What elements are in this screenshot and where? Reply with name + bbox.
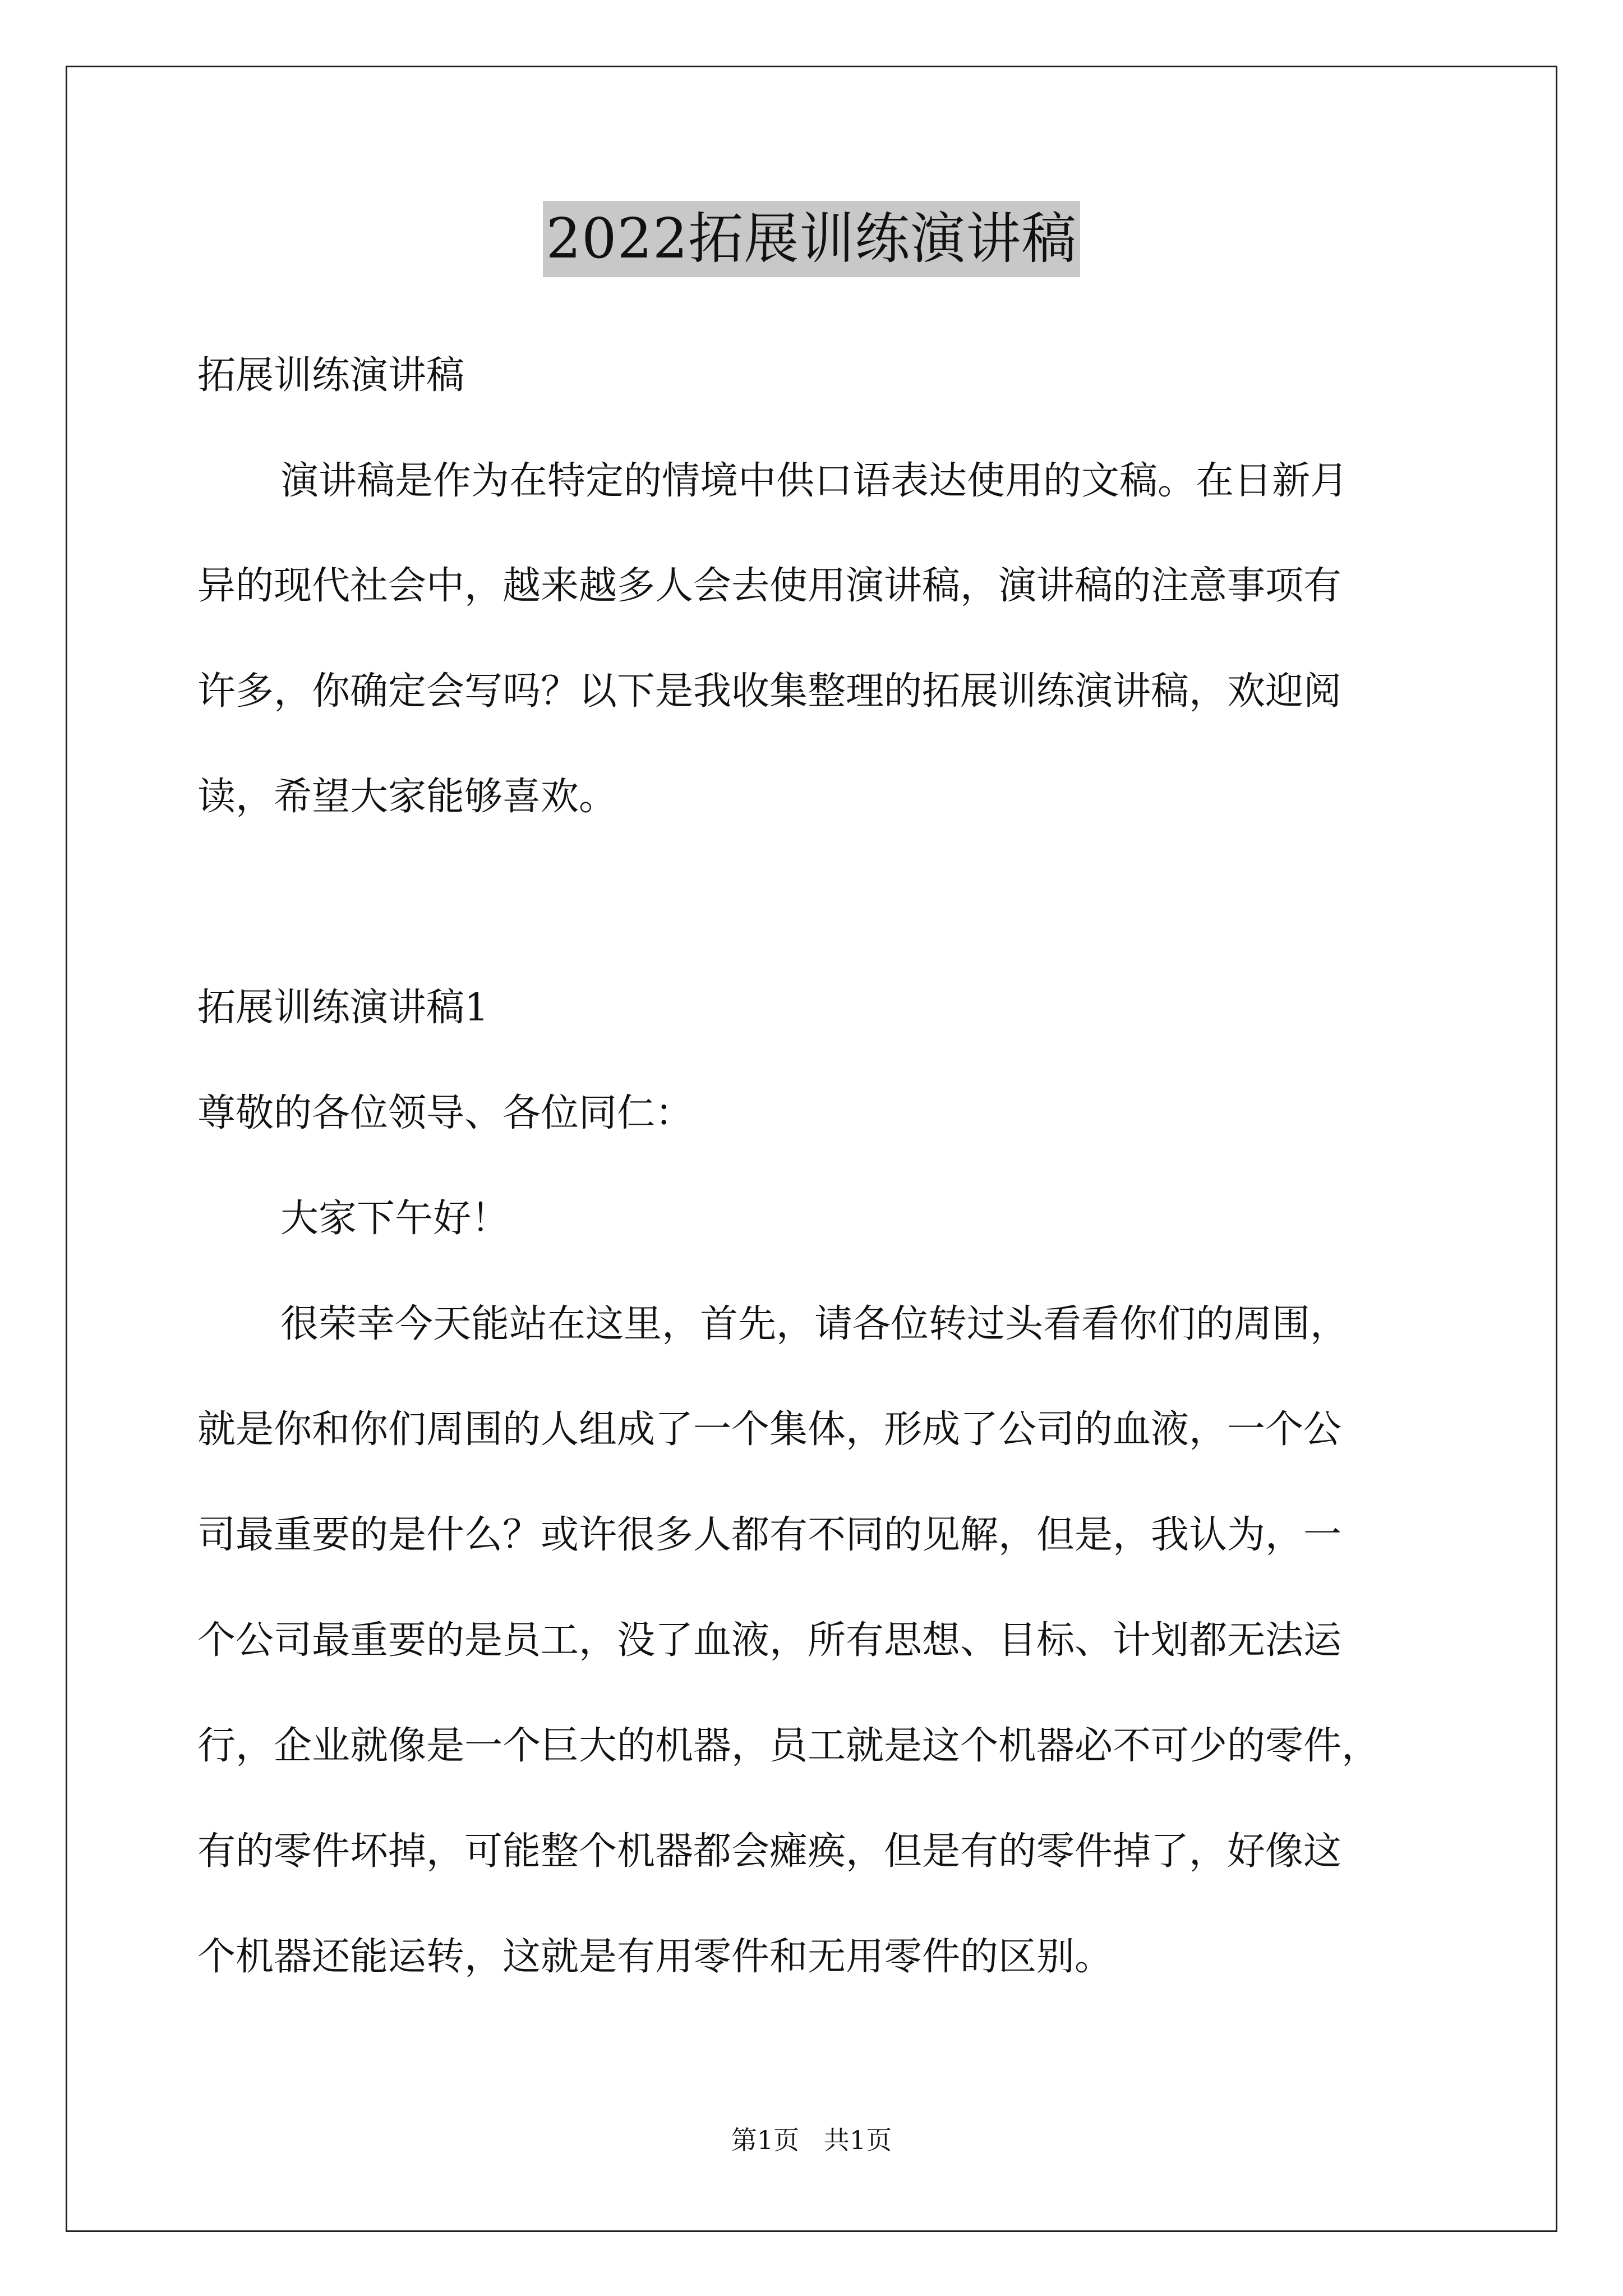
- body-line-3: 司最重要的是什么？或许很多人都有不同的见解，但是，我认为，一: [197, 1513, 1342, 1557]
- body-line-7: 个机器还能运转，这就是有用零件和无用零件的区别。: [197, 1935, 1113, 1979]
- intro-line-4: 读，希望大家能够喜欢。: [197, 775, 617, 819]
- intro-line-1: 演讲稿是作为在特定的情境中供口语表达使用的文稿。在日新月: [280, 459, 1349, 503]
- body-line-6: 有的零件坏掉，可能整个机器都会瘫痪，但是有的零件掉了，好像这: [197, 1829, 1342, 1874]
- body-line-5: 行，企业就像是一个巨大的机器，员工就是这个机器必不可少的零件，: [197, 1724, 1380, 1768]
- intro-line-3: 许多，你确定会写吗？以下是我收集整理的拓展训练演讲稿，欢迎阅: [197, 669, 1342, 714]
- subsection-title: 拓展训练演讲稿1: [197, 986, 489, 1030]
- document-title: 2022拓展训练演讲稿: [543, 201, 1080, 277]
- section-heading: 拓展训练演讲稿: [197, 353, 465, 398]
- body-line-1: 很荣幸今天能站在这里，首先，请各位转过头看看你们的周围，: [280, 1302, 1349, 1346]
- body-line-2: 就是你和你们周围的人组成了一个集体，形成了公司的血液，一个公: [197, 1407, 1342, 1452]
- body-line-4: 个公司最重要的是员工，没了血液，所有思想、目标、计划都无法运: [197, 1618, 1342, 1663]
- salutation: 尊敬的各位领导、各位同仁：: [197, 1091, 694, 1135]
- title-container: [0, 201, 1623, 277]
- intro-line-2: 异的现代社会中，越来越多人会去使用演讲稿，演讲稿的注意事项有: [197, 564, 1342, 608]
- greeting: 大家下午好！: [280, 1197, 510, 1241]
- page-footer: 第1页 共1页: [731, 2125, 892, 2155]
